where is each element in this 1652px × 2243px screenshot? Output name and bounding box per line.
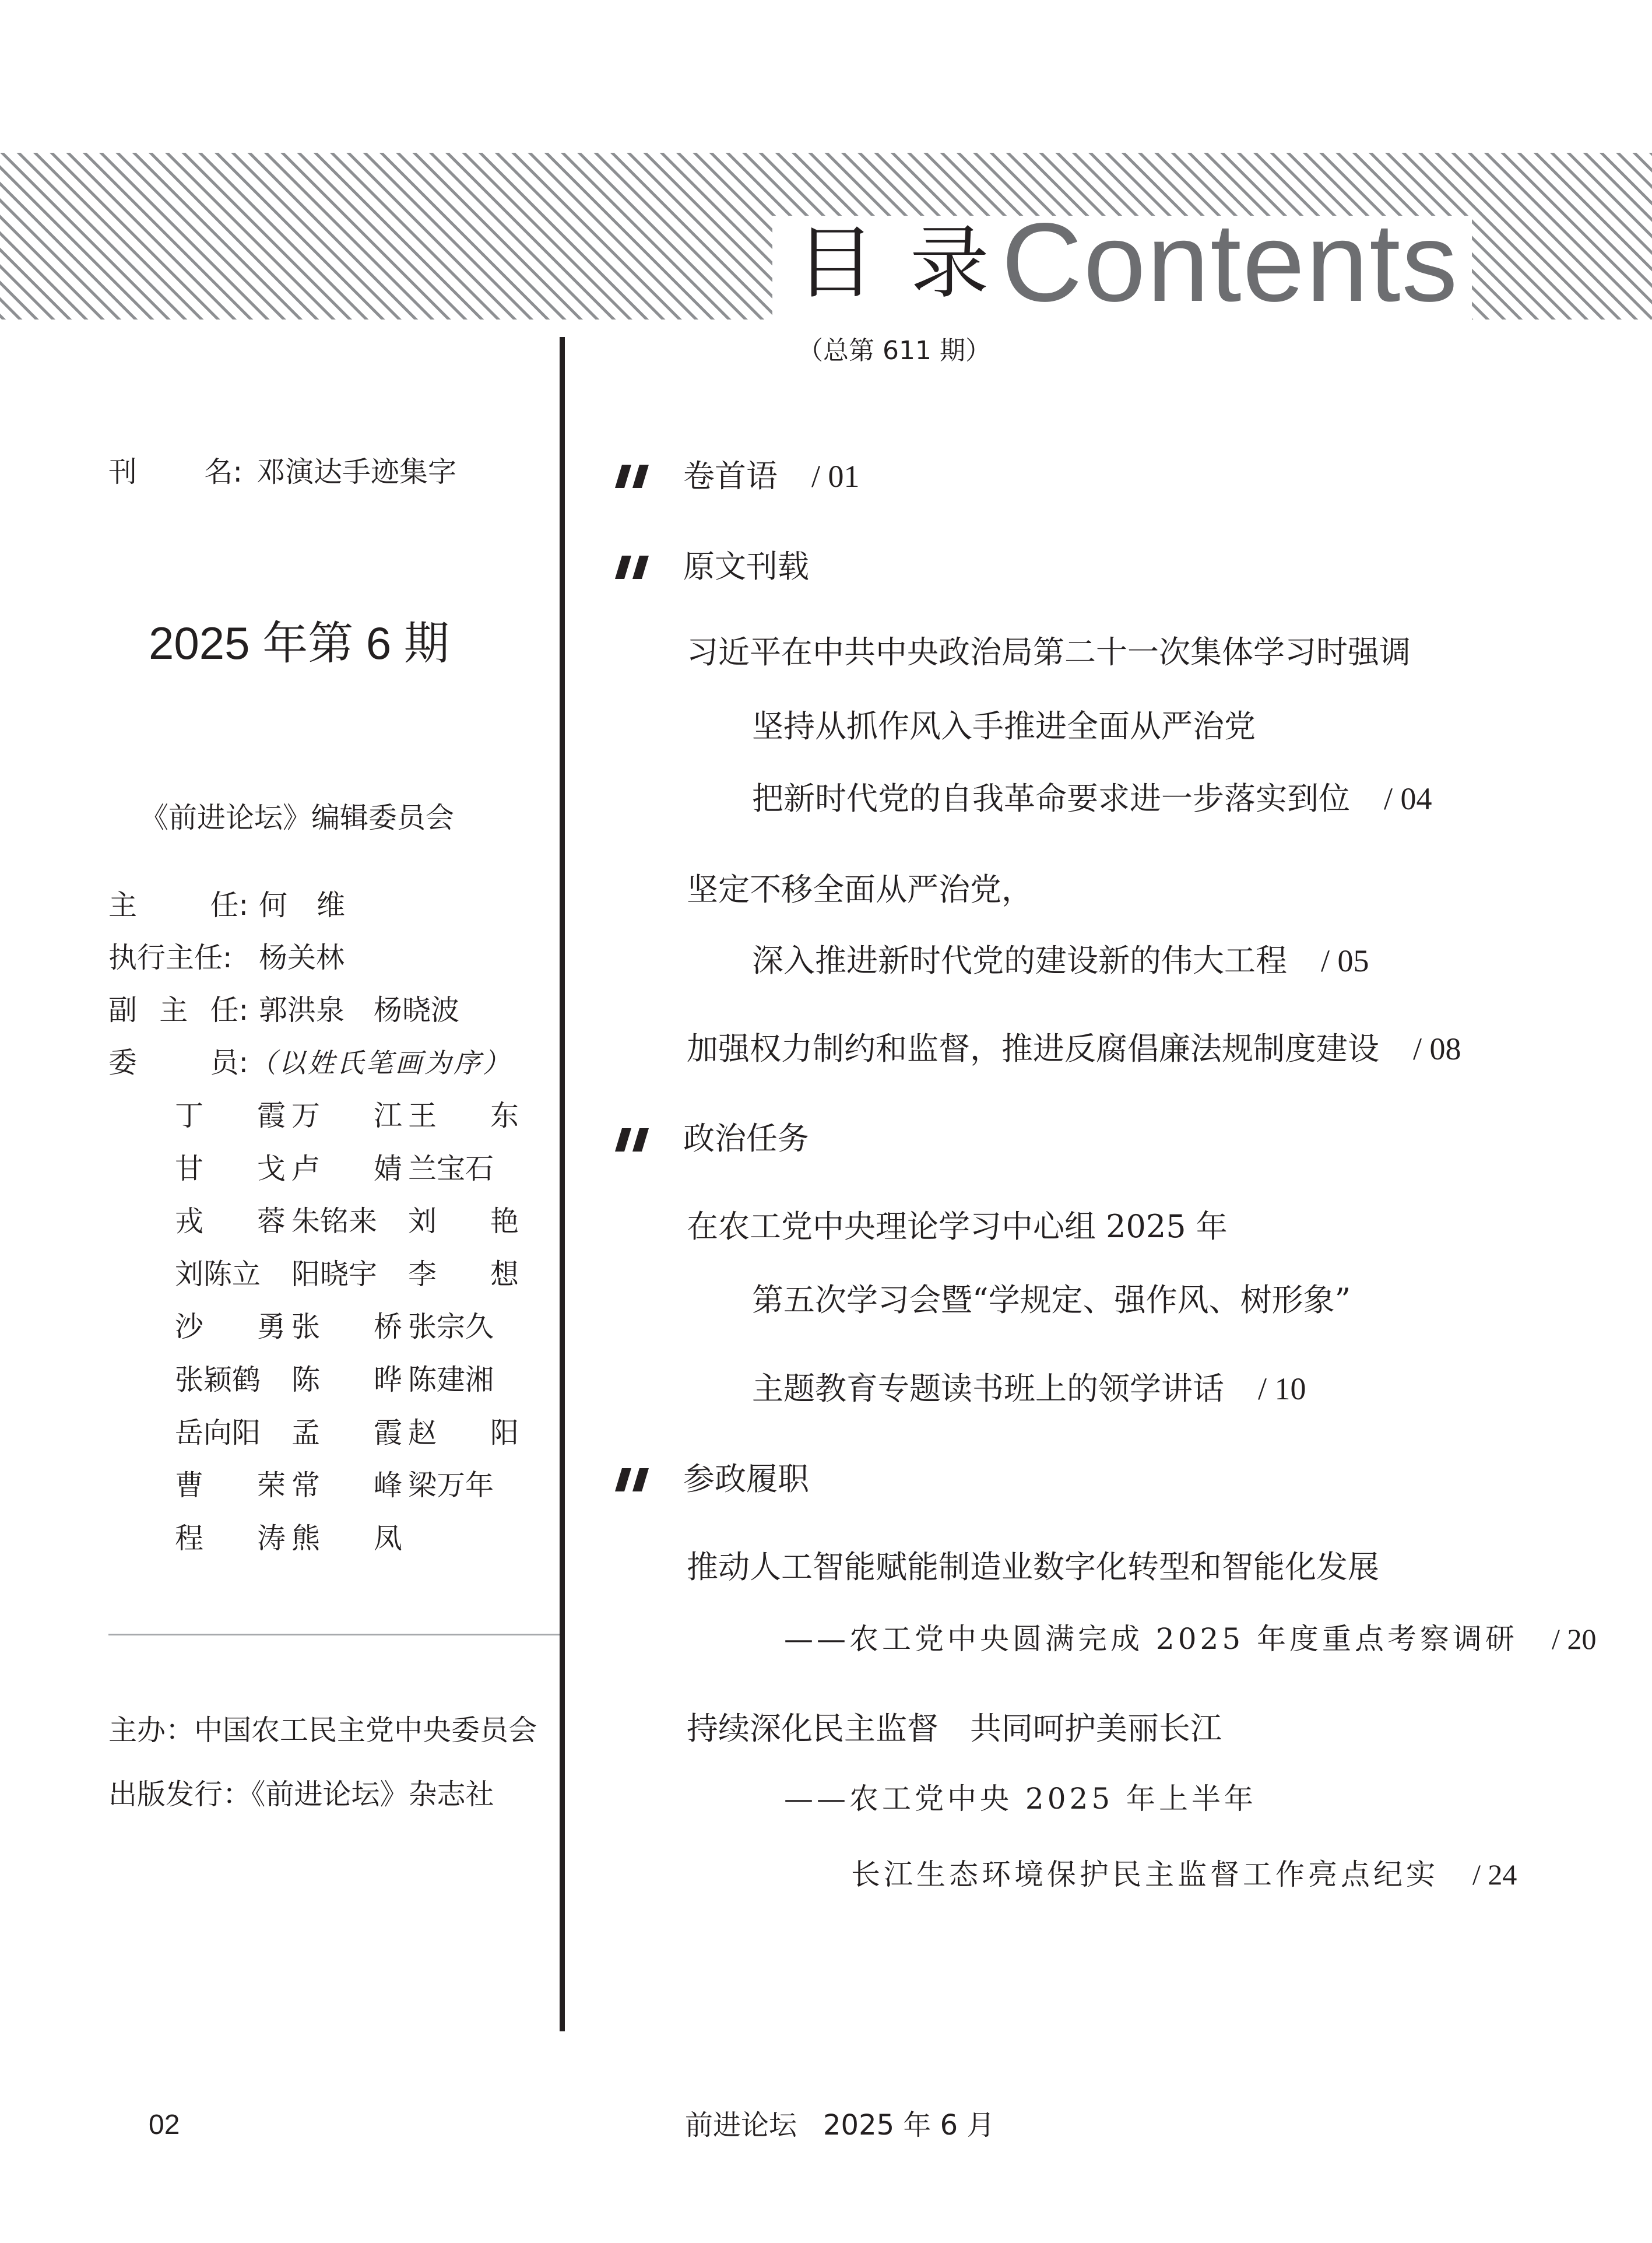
section-original-texts: 原文刊载	[683, 548, 809, 585]
member-name: 陈建湘	[408, 1363, 494, 1396]
column-divider	[560, 337, 565, 2031]
toc-entry-text: ——农工党中央 2025 年上半年	[784, 1782, 1257, 1816]
role-label-char: 委	[108, 1046, 138, 1079]
toc-entry[interactable]	[687, 1029, 1461, 1069]
toc-entry-text: 加强权力制约和监督，推进反腐倡廉法规制度建设	[687, 1030, 1379, 1067]
role-label-char: 主	[159, 994, 188, 1027]
toc-entry-text: 在农工党中央理论学习中心组 2025 年	[687, 1208, 1228, 1245]
name: 郭洪泉	[259, 994, 345, 1027]
toc-entry-text: 坚定不移全面从严治党，	[687, 871, 1033, 908]
committee-member	[175, 1254, 286, 1295]
role-label-char: 员:	[210, 1046, 248, 1079]
member-name-char: 东	[490, 1099, 519, 1132]
committee-member	[291, 1465, 402, 1506]
section-political-tasks: 政治任务	[683, 1120, 809, 1157]
member-name-char: 李	[408, 1257, 437, 1291]
toc-entry[interactable]	[784, 1778, 1257, 1819]
name-char: 何	[259, 889, 288, 922]
committee-member	[175, 1518, 286, 1559]
section-marker-icon	[615, 465, 651, 488]
member-name-char: 甘	[175, 1152, 204, 1185]
toc-entry[interactable]	[687, 1206, 1228, 1247]
page-number-footer: 02	[149, 2109, 180, 2140]
member-name-char: 蓉	[256, 1205, 286, 1238]
committee-member	[291, 1096, 402, 1136]
name-char: 维	[317, 889, 346, 922]
toc-entry-text: 把新时代党的自我革命要求进一步落实到位	[752, 780, 1350, 817]
member-name-char: 荣	[256, 1469, 286, 1503]
toc-entry-text: 第五次学习会暨“学规定、强作风、树形象”	[752, 1282, 1351, 1318]
toc-entry-text: 主题教育专题读书班上的领学讲话	[752, 1370, 1224, 1407]
member-name-char: 涛	[256, 1521, 286, 1555]
role-value-deputy-director	[259, 990, 459, 1031]
total-issue-number: （总第 611 期）	[797, 336, 991, 366]
member-name-char: 赵	[408, 1416, 437, 1449]
publisher-line: 出版发行：《前进论坛》杂志社	[108, 1778, 494, 1811]
page-number: / 01	[811, 459, 860, 494]
issue-title: 2025 年第 6 期	[149, 617, 449, 669]
member-name-char: 勇	[256, 1310, 286, 1344]
section-marker-icon	[615, 1468, 651, 1491]
name: 杨晓波	[374, 994, 460, 1027]
member-name-char: 熊	[291, 1521, 321, 1555]
member-name-char: 艳	[490, 1205, 519, 1238]
member-name-char: 王	[408, 1099, 437, 1132]
toc-entry[interactable]	[752, 706, 1256, 747]
toc-entry[interactable]	[851, 1854, 1517, 1895]
masthead-label	[108, 452, 242, 493]
member-name-char: 卢	[291, 1152, 321, 1185]
role-label-char: 副	[108, 994, 138, 1027]
page-number: / 24	[1472, 1858, 1517, 1891]
member-name: 岳向阳	[175, 1416, 261, 1449]
masthead-label-char: 名:	[204, 455, 242, 489]
toc-entry[interactable]	[687, 1708, 1222, 1749]
committee-member	[408, 1413, 519, 1454]
toc-entry-text: ——农工党中央圆满完成 2025 年度重点考察调研	[784, 1622, 1519, 1656]
member-name-char: 程	[175, 1521, 204, 1555]
role-label-char: 任:	[210, 889, 248, 922]
committee-member	[291, 1413, 402, 1454]
members-order-note: （以姓氏笔画为序）	[249, 1047, 512, 1079]
committee-member	[291, 1254, 402, 1295]
left-section-divider	[108, 1634, 560, 1635]
member-name-char: 陈	[291, 1363, 321, 1396]
member-name-char: 万	[291, 1099, 321, 1132]
sponsor-line: 主办：中国农工民主党中央委员会	[108, 1714, 537, 1747]
member-name-char: 霞	[373, 1416, 402, 1449]
role-label-executive-director	[108, 938, 248, 978]
page-number: / 04	[1384, 781, 1432, 816]
committee-member	[175, 1201, 286, 1242]
member-name: 朱铭来	[291, 1205, 378, 1238]
member-name-char: 阳	[490, 1416, 519, 1449]
member-name: 阳晓宇	[291, 1257, 378, 1291]
committee-member	[175, 1307, 286, 1347]
toc-entry-text: 坚持从抓作风入手推进全面从严治党	[752, 708, 1256, 745]
role-label-char: 执行主任:	[108, 941, 233, 974]
toc-entry-text: 习近平在中共中央政治局第二十一次集体学习时强调	[687, 634, 1411, 671]
member-name-char: 丁	[175, 1099, 204, 1132]
member-name-char: 张	[291, 1310, 321, 1344]
member-name-char: 戈	[256, 1152, 286, 1185]
committee-member	[175, 1360, 286, 1400]
editorial-committee-title: 《前进论坛》编辑委员会	[140, 801, 455, 834]
member-name-char: 沙	[175, 1310, 204, 1344]
footer-issue-date: 2025 年 6 月	[823, 2109, 995, 2142]
page-number: / 20	[1552, 1623, 1597, 1655]
member-name-char: 常	[291, 1469, 321, 1503]
section-political-participation: 参政履职	[683, 1461, 809, 1497]
toc-entry[interactable]	[687, 632, 1411, 673]
committee-member	[291, 1307, 402, 1347]
member-name-char: 江	[373, 1099, 402, 1132]
role-value-director	[259, 885, 345, 926]
toc-entry-text: 长江生态环境保护民主监督工作亮点纪实	[851, 1858, 1439, 1891]
member-name: 兰宝石	[408, 1152, 494, 1185]
committee-member	[408, 1465, 519, 1506]
page-number: / 05	[1321, 943, 1369, 978]
masthead-label-char: 刊	[108, 455, 138, 489]
committee-member	[291, 1360, 402, 1400]
committee-member	[408, 1096, 519, 1136]
toc-entry[interactable]	[687, 869, 1033, 910]
member-name-char: 晔	[373, 1363, 402, 1396]
toc-entry[interactable]	[687, 1547, 1379, 1588]
role-label-members	[108, 1042, 248, 1083]
toc-entry-text: 持续深化民主监督 共同呵护美丽长江	[687, 1710, 1222, 1747]
toc-entry[interactable]	[752, 1280, 1351, 1321]
member-name-char: 霞	[256, 1099, 286, 1132]
section-marker-icon	[615, 556, 651, 579]
toc-entry[interactable]	[784, 1619, 1596, 1659]
role-label-char: 任:	[210, 994, 248, 1027]
member-name: 张颖鹤	[175, 1363, 261, 1396]
role-label-director	[108, 885, 248, 926]
committee-member	[408, 1201, 519, 1242]
title-english: Contents	[1001, 199, 1459, 325]
page-number: / 10	[1258, 1371, 1306, 1406]
member-name-char: 想	[490, 1257, 519, 1291]
committee-member	[408, 1149, 519, 1189]
member-name-char: 凤	[373, 1521, 402, 1555]
committee-member	[175, 1465, 286, 1506]
member-name: 梁万年	[408, 1469, 494, 1503]
toc-entry[interactable]	[752, 1368, 1306, 1409]
committee-member	[175, 1096, 286, 1136]
role-label-char: 主	[108, 889, 138, 922]
committee-member	[175, 1413, 286, 1454]
section-title: 卷首语	[683, 458, 778, 494]
section-marker-icon	[615, 1128, 651, 1152]
committee-member	[291, 1518, 402, 1559]
masthead-calligraphy-source: 邓演达手迹集字	[256, 455, 457, 489]
member-name-char: 婧	[373, 1152, 402, 1185]
title-chinese: 目录	[796, 217, 1024, 310]
committee-member	[291, 1201, 402, 1242]
member-name: 刘陈立	[175, 1257, 261, 1291]
footer-magazine-name: 前进论坛	[685, 2109, 797, 2142]
committee-member	[408, 1307, 519, 1347]
member-name-char: 戎	[175, 1205, 204, 1238]
committee-member	[175, 1149, 286, 1189]
member-name-char: 峰	[373, 1469, 402, 1503]
member-name-char: 曹	[175, 1469, 204, 1503]
toc-entry-text: 推动人工智能赋能制造业数字化转型和智能化发展	[687, 1549, 1379, 1585]
member-name: 张宗久	[408, 1310, 494, 1344]
role-value-executive-director: 杨关林	[259, 941, 345, 974]
member-name-char: 桥	[373, 1310, 402, 1344]
toc-entry[interactable]	[752, 940, 1369, 981]
committee-member	[291, 1149, 402, 1189]
committee-member	[408, 1360, 519, 1400]
section-preface[interactable]	[683, 456, 860, 497]
member-name-char: 孟	[291, 1416, 321, 1449]
member-name-char: 刘	[408, 1205, 437, 1238]
toc-entry[interactable]	[752, 778, 1432, 819]
page-number: / 08	[1413, 1031, 1461, 1066]
committee-member	[408, 1254, 519, 1295]
role-label-deputy-director	[108, 990, 248, 1031]
toc-entry-text: 深入推进新时代党的建设新的伟大工程	[752, 942, 1287, 979]
